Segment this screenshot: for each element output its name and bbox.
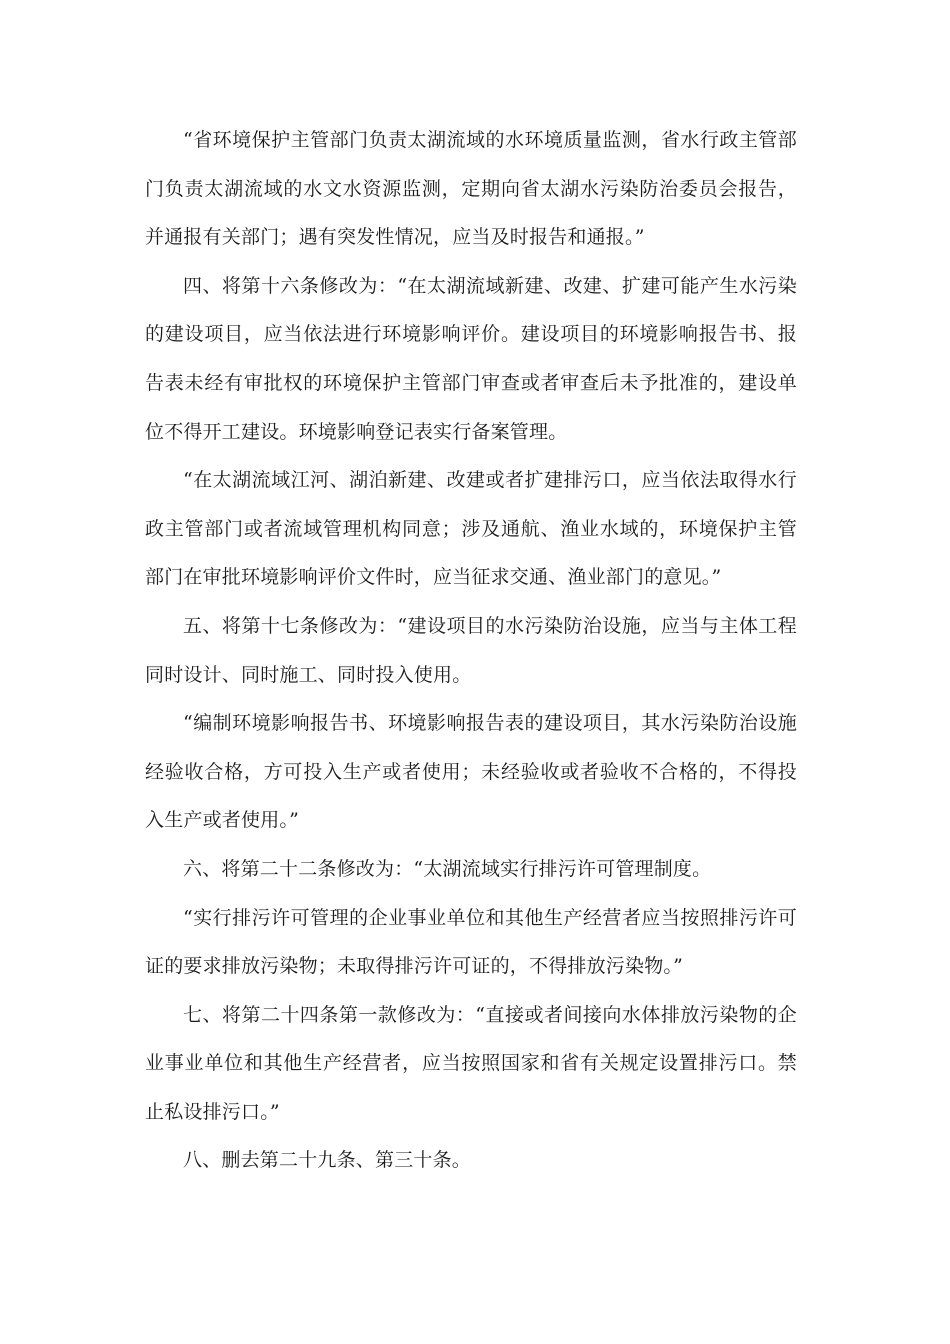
paragraph-facility-acceptance: “编制环境影响报告书、环境影响报告表的建设项目，其水污染防治设施经验收合格，方可投入生产或者使用；未经验收或者验收不合格的，不得投入生产或者使用。” xyxy=(145,712,797,832)
paragraph-sewage-outlet-approval: “在太湖流域江河、湖泊新建、改建或者扩建排污口，应当依法取得水行政主管部门或者流域管理机构同意；涉及通航、渔业水域的，环境保护主管部门在审批环境影响评价文件时，应当征求交通、渔业部门的意见。” xyxy=(145,469,797,589)
paragraph-article-24-amendment: 七、将第二十四条第一款修改为：“直接或者间接向水体排放污染物的企业事业单位和其他生产经营者，应当按照国家和省有关规定设置排污口。禁止私设排污口。” xyxy=(145,1003,797,1123)
paragraph-article-22-amendment: 六、将第二十二条修改为：“太湖流域实行排污许可管理制度。 xyxy=(183,857,712,880)
paragraph-delete-articles: 八、删去第二十九条、第三十条。 xyxy=(183,1149,472,1172)
paragraph-monitoring-reporting: “省环境保护主管部门负责太湖流域的水环境质量监测，省水行政主管部门负责太湖流域的水文水资源监测，定期向省太湖水污染防治委员会报告，并通报有关部门；遇有突发性情况，应当及时报告和通报。” xyxy=(145,129,797,249)
paragraph-article-17-amendment: 五、将第十七条修改为：“建设项目的水污染防治设施，应当与主体工程同时设计、同时施工、同时投入使用。 xyxy=(145,614,797,686)
document-page xyxy=(145,116,797,1185)
paragraph-discharge-permit: “实行排污许可管理的企业事业单位和其他生产经营者应当按照排污许可证的要求排放污染物；未取得排污许可证的，不得排放污染物。” xyxy=(145,906,797,978)
paragraph-article-16-amendment: 四、将第十六条修改为：“在太湖流域新建、改建、扩建可能产生水污染的建设项目，应当依法进行环境影响评价。建设项目的环境影响报告书、报告表未经有审批权的环境保护主管部门审查或者审查后未予批准的，建设单位不得开工建设。环境影响登记表实行备案管理。 xyxy=(145,274,797,443)
